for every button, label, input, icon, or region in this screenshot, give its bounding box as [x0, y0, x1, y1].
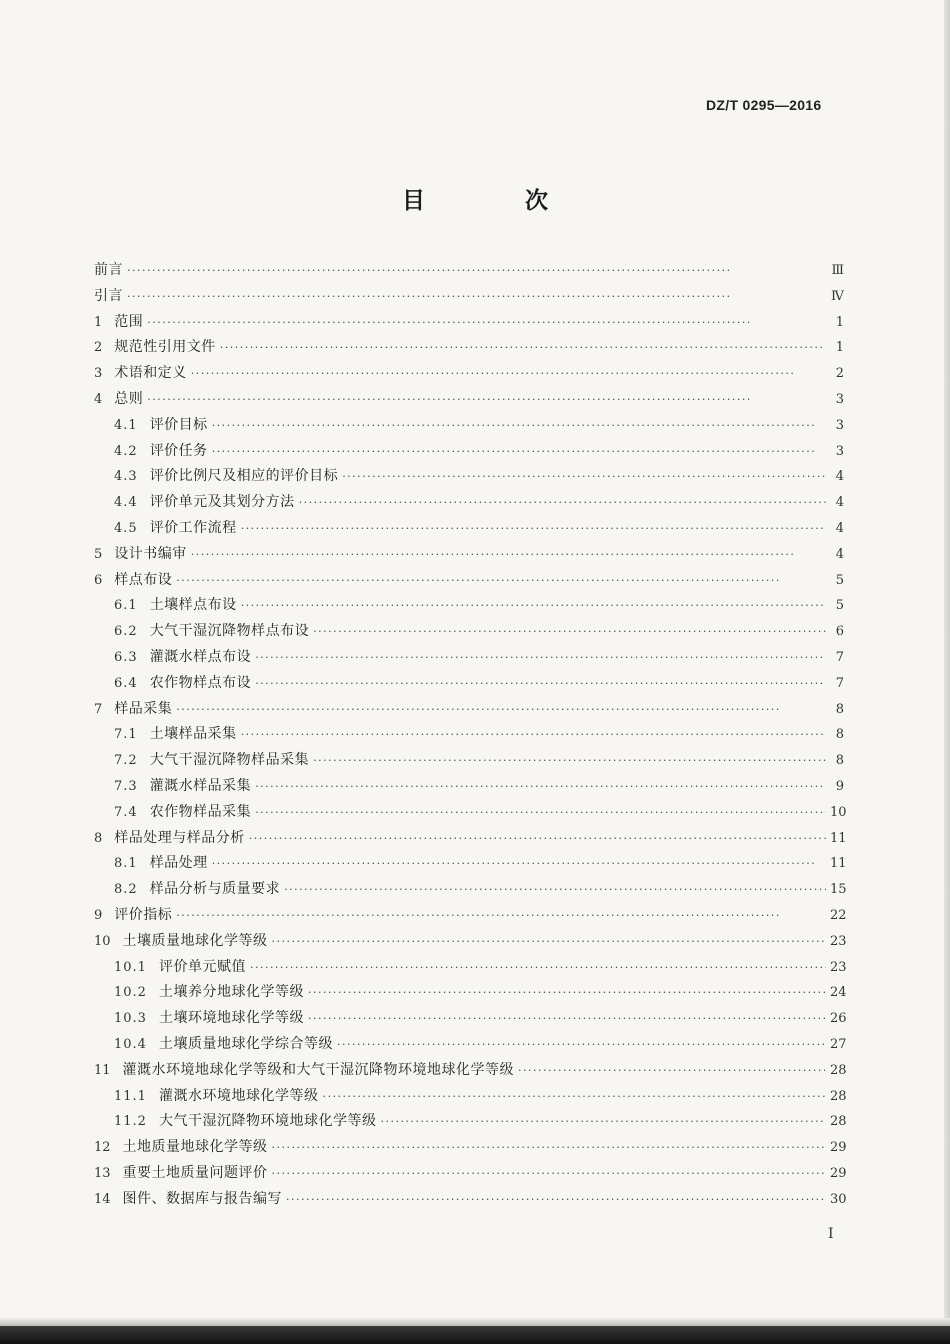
toc-entry-number: 12 — [94, 1140, 111, 1156]
scanner-bottom-band — [0, 1326, 950, 1344]
toc-entry-title: 灌溉水样品采集 — [149, 777, 252, 794]
toc-entry[interactable] — [94, 619, 844, 645]
toc-entry-title: 术语和定义 — [114, 365, 187, 382]
toc-entry-title: 评价单元赋值 — [158, 958, 246, 975]
toc-dot-leader — [176, 697, 826, 723]
toc-entry-page: 10 — [830, 804, 847, 820]
toc-dot-leader — [176, 903, 826, 929]
toc-entry-title: 灌溉水样点布设 — [149, 648, 252, 665]
toc-entry-title: 评价工作流程 — [149, 519, 237, 536]
toc-entry-page: 30 — [830, 1191, 847, 1207]
toc-entry-number: 9 — [94, 907, 103, 923]
page-number: Ⅰ — [828, 1226, 834, 1242]
toc-dot-leader — [342, 464, 826, 490]
toc-entry-number: 10.4 — [114, 1036, 147, 1052]
toc-entry-page: 28 — [830, 1062, 847, 1078]
toc-entry-title: 样品分析与质量要求 — [149, 881, 281, 898]
toc-entry-page: 2 — [835, 366, 844, 382]
toc-dot-leader — [255, 774, 826, 800]
toc-dot-leader — [241, 593, 826, 619]
toc-dot-leader — [212, 413, 826, 439]
toc-entry-page: 28 — [830, 1114, 847, 1130]
toc-dot-leader — [286, 1187, 826, 1213]
toc-entry-page: Ⅳ — [831, 288, 844, 304]
toc-entry[interactable] — [94, 258, 844, 284]
toc-entry-title: 前言 — [94, 262, 123, 278]
toc-entry[interactable] — [94, 387, 844, 413]
toc-entry-title: 农作物样品采集 — [149, 803, 252, 820]
toc-entry-number: 4 — [94, 391, 103, 407]
toc-entry-number: 7.3 — [114, 778, 138, 794]
toc-entry[interactable] — [94, 593, 844, 619]
toc-entry-number: 11.1 — [114, 1088, 147, 1104]
toc-entry[interactable] — [94, 1109, 847, 1135]
toc-entry-title: 土壤样点布设 — [149, 597, 237, 614]
toc-dot-leader — [518, 1058, 826, 1084]
toc-entry-number: 11 — [94, 1062, 111, 1078]
toc-entry-title: 大气干湿沉降物样点布设 — [149, 623, 310, 640]
toc-entry-title: 设计书编审 — [114, 545, 187, 562]
toc-entry-title: 引言 — [94, 287, 123, 304]
toc-entry-page: 9 — [835, 778, 844, 794]
toc-entry-number: 4.3 — [114, 469, 138, 485]
toc-entry[interactable] — [94, 774, 844, 800]
toc-entry-title: 样品采集 — [114, 700, 173, 717]
document-code: DZ/T 0295—2016 — [706, 97, 822, 113]
toc-dot-leader — [241, 516, 826, 542]
toc-dot-leader — [176, 568, 826, 594]
toc-entry[interactable] — [94, 284, 844, 310]
toc-entry-number: 4.2 — [114, 443, 138, 459]
toc-entry-page: 6 — [835, 624, 844, 640]
toc-entry-page: 27 — [830, 1036, 847, 1052]
toc-entry-number: 8.2 — [114, 882, 138, 898]
toc-entry[interactable] — [94, 1187, 847, 1213]
table-of-contents — [94, 258, 847, 1212]
toc-entry[interactable] — [94, 1006, 847, 1032]
toc-entry[interactable] — [94, 1135, 847, 1161]
toc-dot-leader — [191, 542, 826, 568]
toc-entry-number: 11.2 — [114, 1114, 147, 1130]
toc-dot-leader — [380, 1109, 826, 1135]
page-bottom-shadow — [0, 1318, 950, 1326]
toc-entry-number: 4.4 — [114, 495, 138, 511]
toc-dot-leader — [241, 722, 826, 748]
toc-entry[interactable] — [94, 955, 847, 981]
toc-entry-number: 3 — [94, 366, 103, 382]
toc-entry-page: 4 — [835, 546, 844, 562]
toc-entry[interactable] — [94, 464, 844, 490]
toc-entry-page: 11 — [830, 830, 847, 846]
toc-entry-number: 13 — [94, 1165, 111, 1181]
toc-dot-leader — [337, 1032, 826, 1058]
toc-entry-number: 7.4 — [114, 804, 138, 820]
page-title: 目 次 — [401, 188, 594, 214]
toc-entry[interactable] — [94, 671, 844, 697]
toc-dot-leader — [212, 439, 826, 465]
toc-entry-page: 15 — [830, 882, 847, 898]
toc-entry-page: 24 — [830, 985, 847, 1001]
toc-dot-leader — [250, 955, 826, 981]
toc-entry[interactable] — [94, 439, 844, 465]
toc-dot-leader — [147, 387, 826, 413]
toc-entry[interactable] — [94, 1161, 847, 1187]
toc-entry-page: 1 — [835, 314, 844, 330]
toc-entry-page: 4 — [835, 469, 844, 485]
toc-entry[interactable] — [94, 335, 844, 361]
toc-entry-title: 农作物样点布设 — [149, 674, 252, 691]
toc-entry-page: 4 — [835, 520, 844, 536]
toc-entry-title: 评价任务 — [149, 442, 208, 459]
toc-dot-leader — [212, 851, 826, 877]
toc-entry-title: 范围 — [114, 313, 144, 330]
toc-dot-leader — [191, 361, 826, 387]
toc-dot-leader — [220, 335, 826, 361]
toc-entry-page: 7 — [835, 649, 844, 665]
toc-entry-number: 10.3 — [114, 1011, 147, 1027]
toc-entry-number: 4.1 — [114, 417, 138, 433]
toc-entry-title: 大气干湿沉降物样品采集 — [149, 752, 310, 769]
toc-entry-title: 样品处理 — [149, 855, 208, 872]
toc-entry-number: 8 — [94, 830, 103, 846]
toc-entry-number: 6.1 — [114, 598, 138, 614]
toc-entry-page: 4 — [835, 495, 844, 511]
toc-dot-leader — [322, 1084, 826, 1110]
toc-dot-leader — [255, 800, 826, 826]
toc-dot-leader — [313, 619, 826, 645]
toc-entry-title: 土壤养分地球化学等级 — [158, 984, 304, 1001]
toc-entry-title: 土地质量地球化学等级 — [122, 1139, 268, 1156]
toc-entry-number: 7.2 — [114, 753, 138, 769]
toc-dot-leader — [299, 490, 826, 516]
toc-entry[interactable] — [94, 645, 844, 671]
toc-dot-leader — [308, 1006, 826, 1032]
toc-entry-title: 评价单元及其划分方法 — [149, 494, 295, 511]
toc-entry-page: 26 — [830, 1011, 847, 1027]
toc-entry-number: 10.2 — [114, 985, 147, 1001]
toc-entry-title: 评价指标 — [114, 906, 173, 923]
toc-entry-page: Ⅲ — [831, 263, 844, 278]
toc-entry[interactable] — [94, 877, 847, 903]
toc-dot-leader — [255, 645, 826, 671]
toc-entry-page: 23 — [830, 959, 847, 975]
toc-entry-page: 28 — [830, 1088, 847, 1104]
toc-entry-page: 5 — [835, 598, 844, 614]
toc-entry[interactable] — [94, 697, 844, 723]
toc-entry-page: 29 — [830, 1165, 847, 1181]
toc-entry-number: 10.1 — [114, 959, 147, 975]
toc-entry-title: 灌溉水环境地球化学等级 — [158, 1087, 319, 1104]
toc-entry-number: 4.5 — [114, 520, 138, 536]
toc-entry-number: 6.2 — [114, 624, 138, 640]
toc-dot-leader — [272, 1135, 826, 1161]
toc-entry-number: 6 — [94, 572, 103, 588]
toc-entry-page: 23 — [830, 933, 847, 949]
toc-entry-number: 5 — [94, 546, 103, 562]
toc-entry[interactable] — [94, 903, 847, 929]
toc-entry[interactable] — [94, 826, 847, 852]
toc-entry-page: 1 — [835, 340, 844, 356]
toc-entry-page: 5 — [835, 572, 844, 588]
toc-dot-leader — [272, 929, 826, 955]
toc-dot-leader — [127, 284, 826, 310]
toc-entry-page: 8 — [835, 701, 844, 717]
toc-entry-title: 土壤质量地球化学等级 — [122, 932, 268, 949]
toc-entry[interactable] — [94, 800, 847, 826]
toc-entry-number: 14 — [94, 1191, 111, 1207]
toc-entry[interactable] — [94, 490, 844, 516]
toc-dot-leader — [308, 980, 826, 1006]
toc-entry-page: 29 — [830, 1140, 847, 1156]
toc-entry[interactable] — [94, 1032, 847, 1058]
toc-entry-title: 图件、数据库与报告编写 — [122, 1190, 283, 1207]
toc-dot-leader — [127, 258, 826, 284]
toc-entry-page: 7 — [835, 675, 844, 691]
toc-entry-title: 大气干湿沉降物环境地球化学等级 — [158, 1113, 377, 1130]
toc-entry-title: 评价目标 — [149, 416, 208, 433]
toc-entry[interactable] — [94, 413, 844, 439]
toc-entry-page: 11 — [830, 856, 847, 872]
toc-entry-number: 7.1 — [114, 727, 138, 743]
toc-entry-number: 10 — [94, 933, 111, 949]
toc-entry-title: 样品处理与样品分析 — [114, 829, 245, 846]
toc-entry[interactable] — [94, 361, 844, 387]
toc-entry-number: 8.1 — [114, 856, 138, 872]
toc-entry-title: 评价比例尺及相应的评价目标 — [149, 468, 339, 485]
toc-entry-number: 6.4 — [114, 675, 138, 691]
toc-dot-leader — [313, 748, 826, 774]
toc-entry[interactable] — [94, 748, 844, 774]
toc-entry[interactable] — [94, 516, 844, 542]
page-edge-shadow — [944, 0, 950, 1320]
toc-entry-page: 22 — [830, 907, 847, 923]
toc-entry[interactable] — [94, 929, 847, 955]
toc-entry-page: 3 — [835, 391, 844, 407]
toc-entry-title: 土壤样品采集 — [149, 726, 237, 743]
toc-entry-title: 规范性引用文件 — [114, 339, 216, 356]
toc-entry-number: 7 — [94, 701, 103, 717]
toc-entry-title: 土壤环境地球化学等级 — [158, 1010, 304, 1027]
toc-entry[interactable] — [94, 310, 844, 336]
toc-entry-title: 样点布设 — [114, 571, 173, 588]
toc-entry[interactable] — [94, 1084, 847, 1110]
toc-entry-page: 8 — [835, 753, 844, 769]
toc-entry-title: 灌溉水环境地球化学等级和大气干湿沉降物环境地球化学等级 — [122, 1061, 515, 1078]
toc-dot-leader — [284, 877, 826, 903]
toc-entry[interactable] — [94, 568, 844, 594]
toc-entry-number: 2 — [94, 340, 103, 356]
toc-entry[interactable] — [94, 1058, 847, 1084]
toc-entry-title: 重要土地质量问题评价 — [122, 1164, 268, 1181]
toc-entry-number: 6.3 — [114, 649, 138, 665]
toc-entry-title: 总则 — [114, 390, 144, 407]
toc-entry[interactable] — [94, 851, 847, 877]
toc-entry[interactable] — [94, 980, 847, 1006]
toc-entry-number: 1 — [94, 314, 103, 330]
toc-dot-leader — [249, 826, 826, 852]
toc-entry-title: 土壤质量地球化学综合等级 — [158, 1035, 333, 1052]
toc-dot-leader — [147, 310, 826, 336]
toc-entry-page: 3 — [835, 443, 844, 459]
toc-entry-page: 8 — [835, 727, 844, 743]
toc-entry[interactable] — [94, 722, 844, 748]
toc-dot-leader — [255, 671, 826, 697]
toc-entry[interactable] — [94, 542, 844, 568]
toc-dot-leader — [272, 1161, 826, 1187]
toc-entry-page: 3 — [835, 417, 844, 433]
